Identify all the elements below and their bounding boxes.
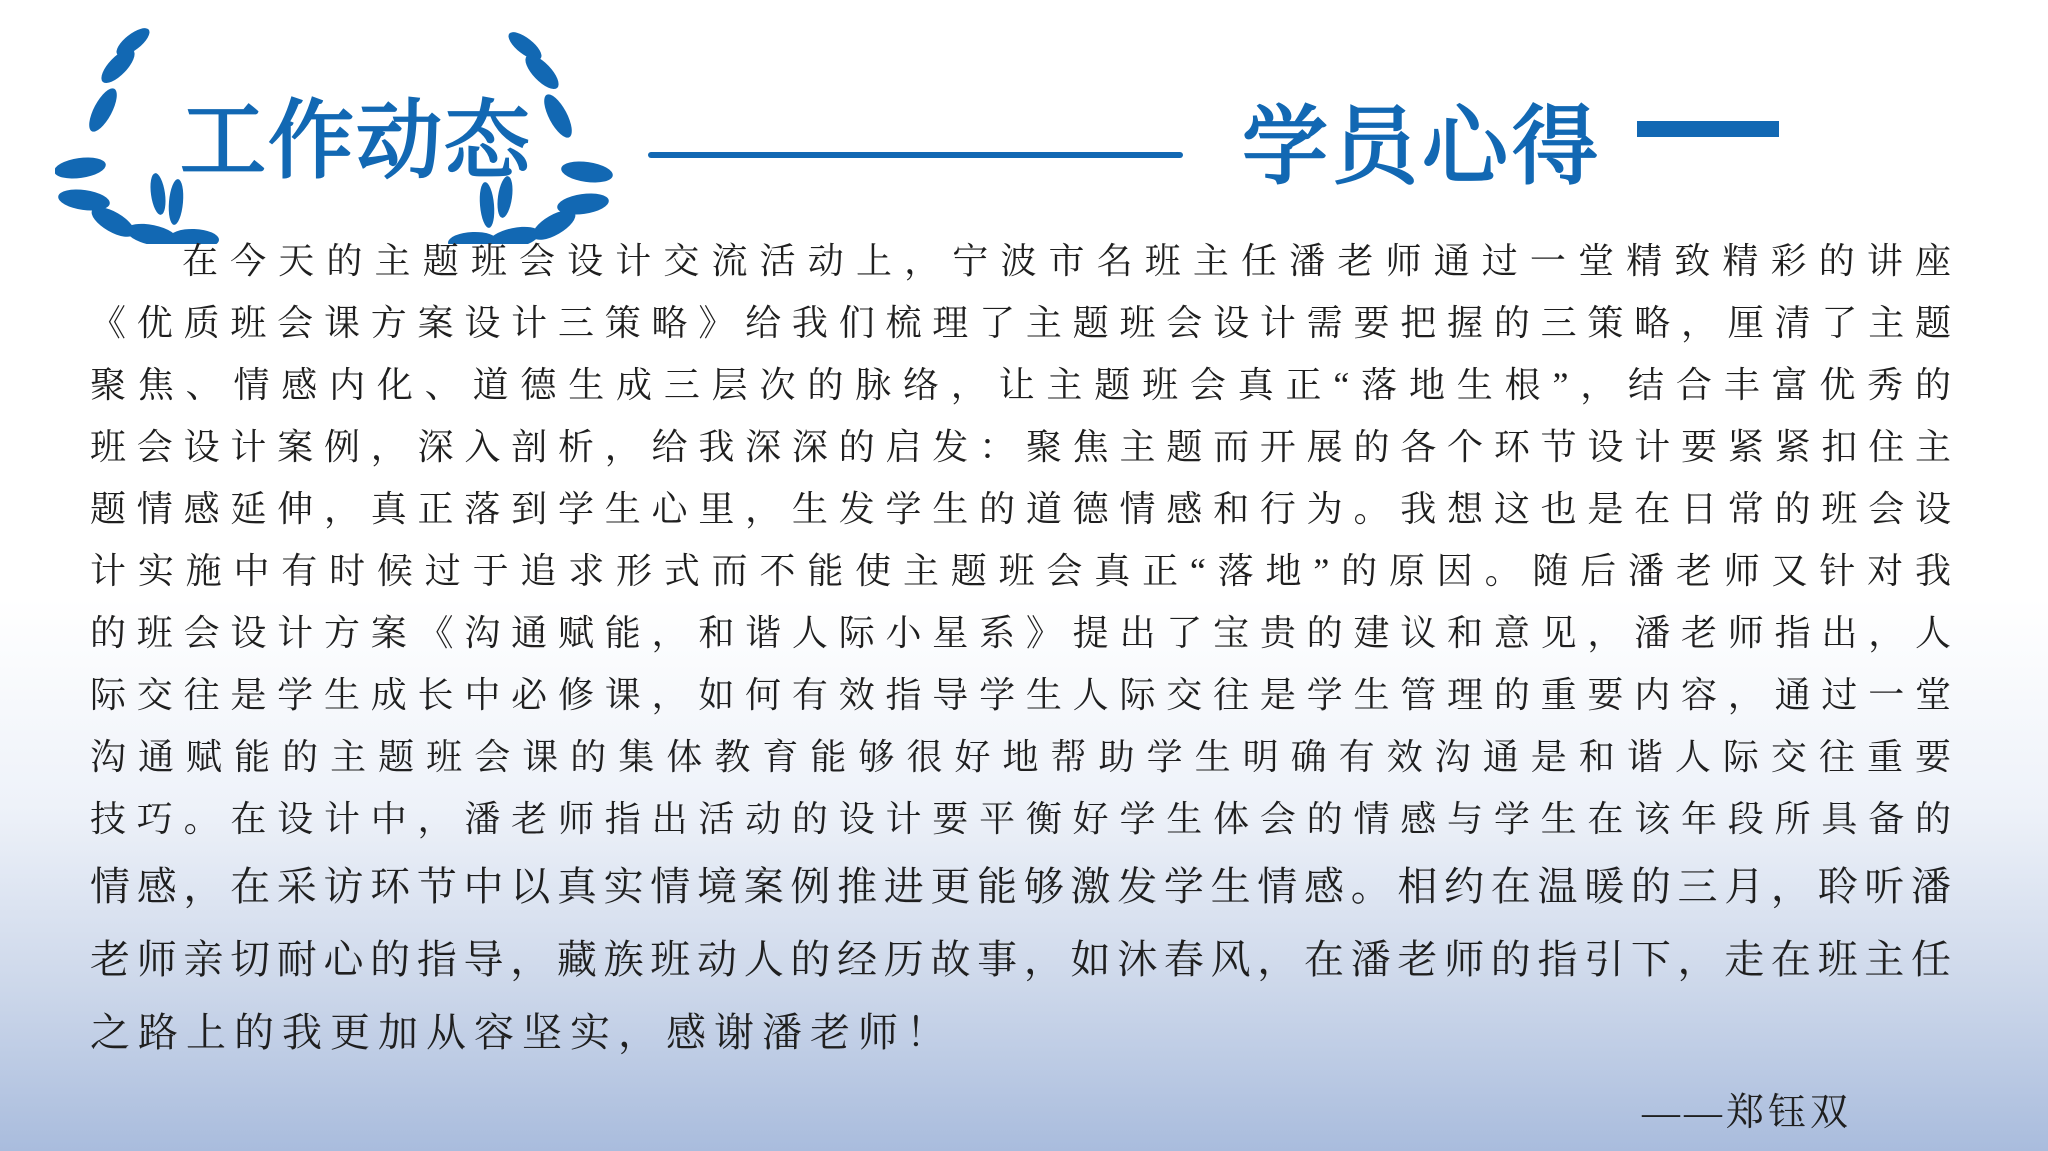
work-dynamics-title: 工作动态: [180, 93, 532, 189]
header-divider-line: [648, 152, 1183, 158]
text-line: 技巧。在设计中，潘老师指出活动的设计要平衡好学生体会的情感与学生在该年段所具备的: [90, 799, 1952, 839]
signature: ——郑钰双: [1641, 1092, 1852, 1134]
text-line: 题情感延伸，真正落到学生心里，生发学生的道德情感和行为。我想这也是在日常的班会设: [90, 489, 1952, 529]
text-line: 的班会设计方案《沟通赋能，和谐人际小星系》提出了宝贵的建议和意见，潘老师指出，人: [90, 613, 1952, 653]
text-line: 老师亲切耐心的指导，藏族班动人的经历故事，如沐春风，在潘老师的指引下，走在班主任: [90, 937, 1952, 982]
text-line: 在今天的主题班会设计交流活动上，宁波市名班主任潘老师通过一堂精致精彩的讲座: [182, 241, 1952, 281]
text-line: 计实施中有时候过于追求形式而不能使主题班会真正“落地”的原因。随后潘老师又针对我: [90, 551, 1952, 591]
reflection-text: [90, 230, 1952, 1069]
text-line: 班会设计案例，深入剖析，给我深深的启发：聚焦主题而开展的各个环节设计要紧紧扣住主: [90, 427, 1952, 467]
student-reflection-title: 学员心得: [1242, 99, 1602, 195]
text-line: 《优质班会课方案设计三策略》给我们梳理了主题班会设计需要把握的三策略，厘清了主题: [90, 303, 1952, 343]
text-line: 际交往是学生成长中必修课，如何有效指导学生人际交往是学生管理的重要内容，通过一堂: [90, 675, 1952, 715]
text-line: 情感，在采访环节中以真实情境案例推进更能够激发学生情感。相约在温暖的三月，聆听潘: [90, 864, 1952, 909]
text-line: 沟通赋能的主题班会课的集体教育能够很好地帮助学生明确有效沟通是和谐人际交往重要: [90, 737, 1952, 777]
text-line: 之路上的我更加从容坚实，感谢潘老师！: [90, 1010, 954, 1055]
dash-bar: [1637, 121, 1779, 137]
text-line: 聚焦、情感内化、道德生成三层次的脉络，让主题班会真正“落地生根”，结合丰富优秀的: [90, 365, 1952, 405]
